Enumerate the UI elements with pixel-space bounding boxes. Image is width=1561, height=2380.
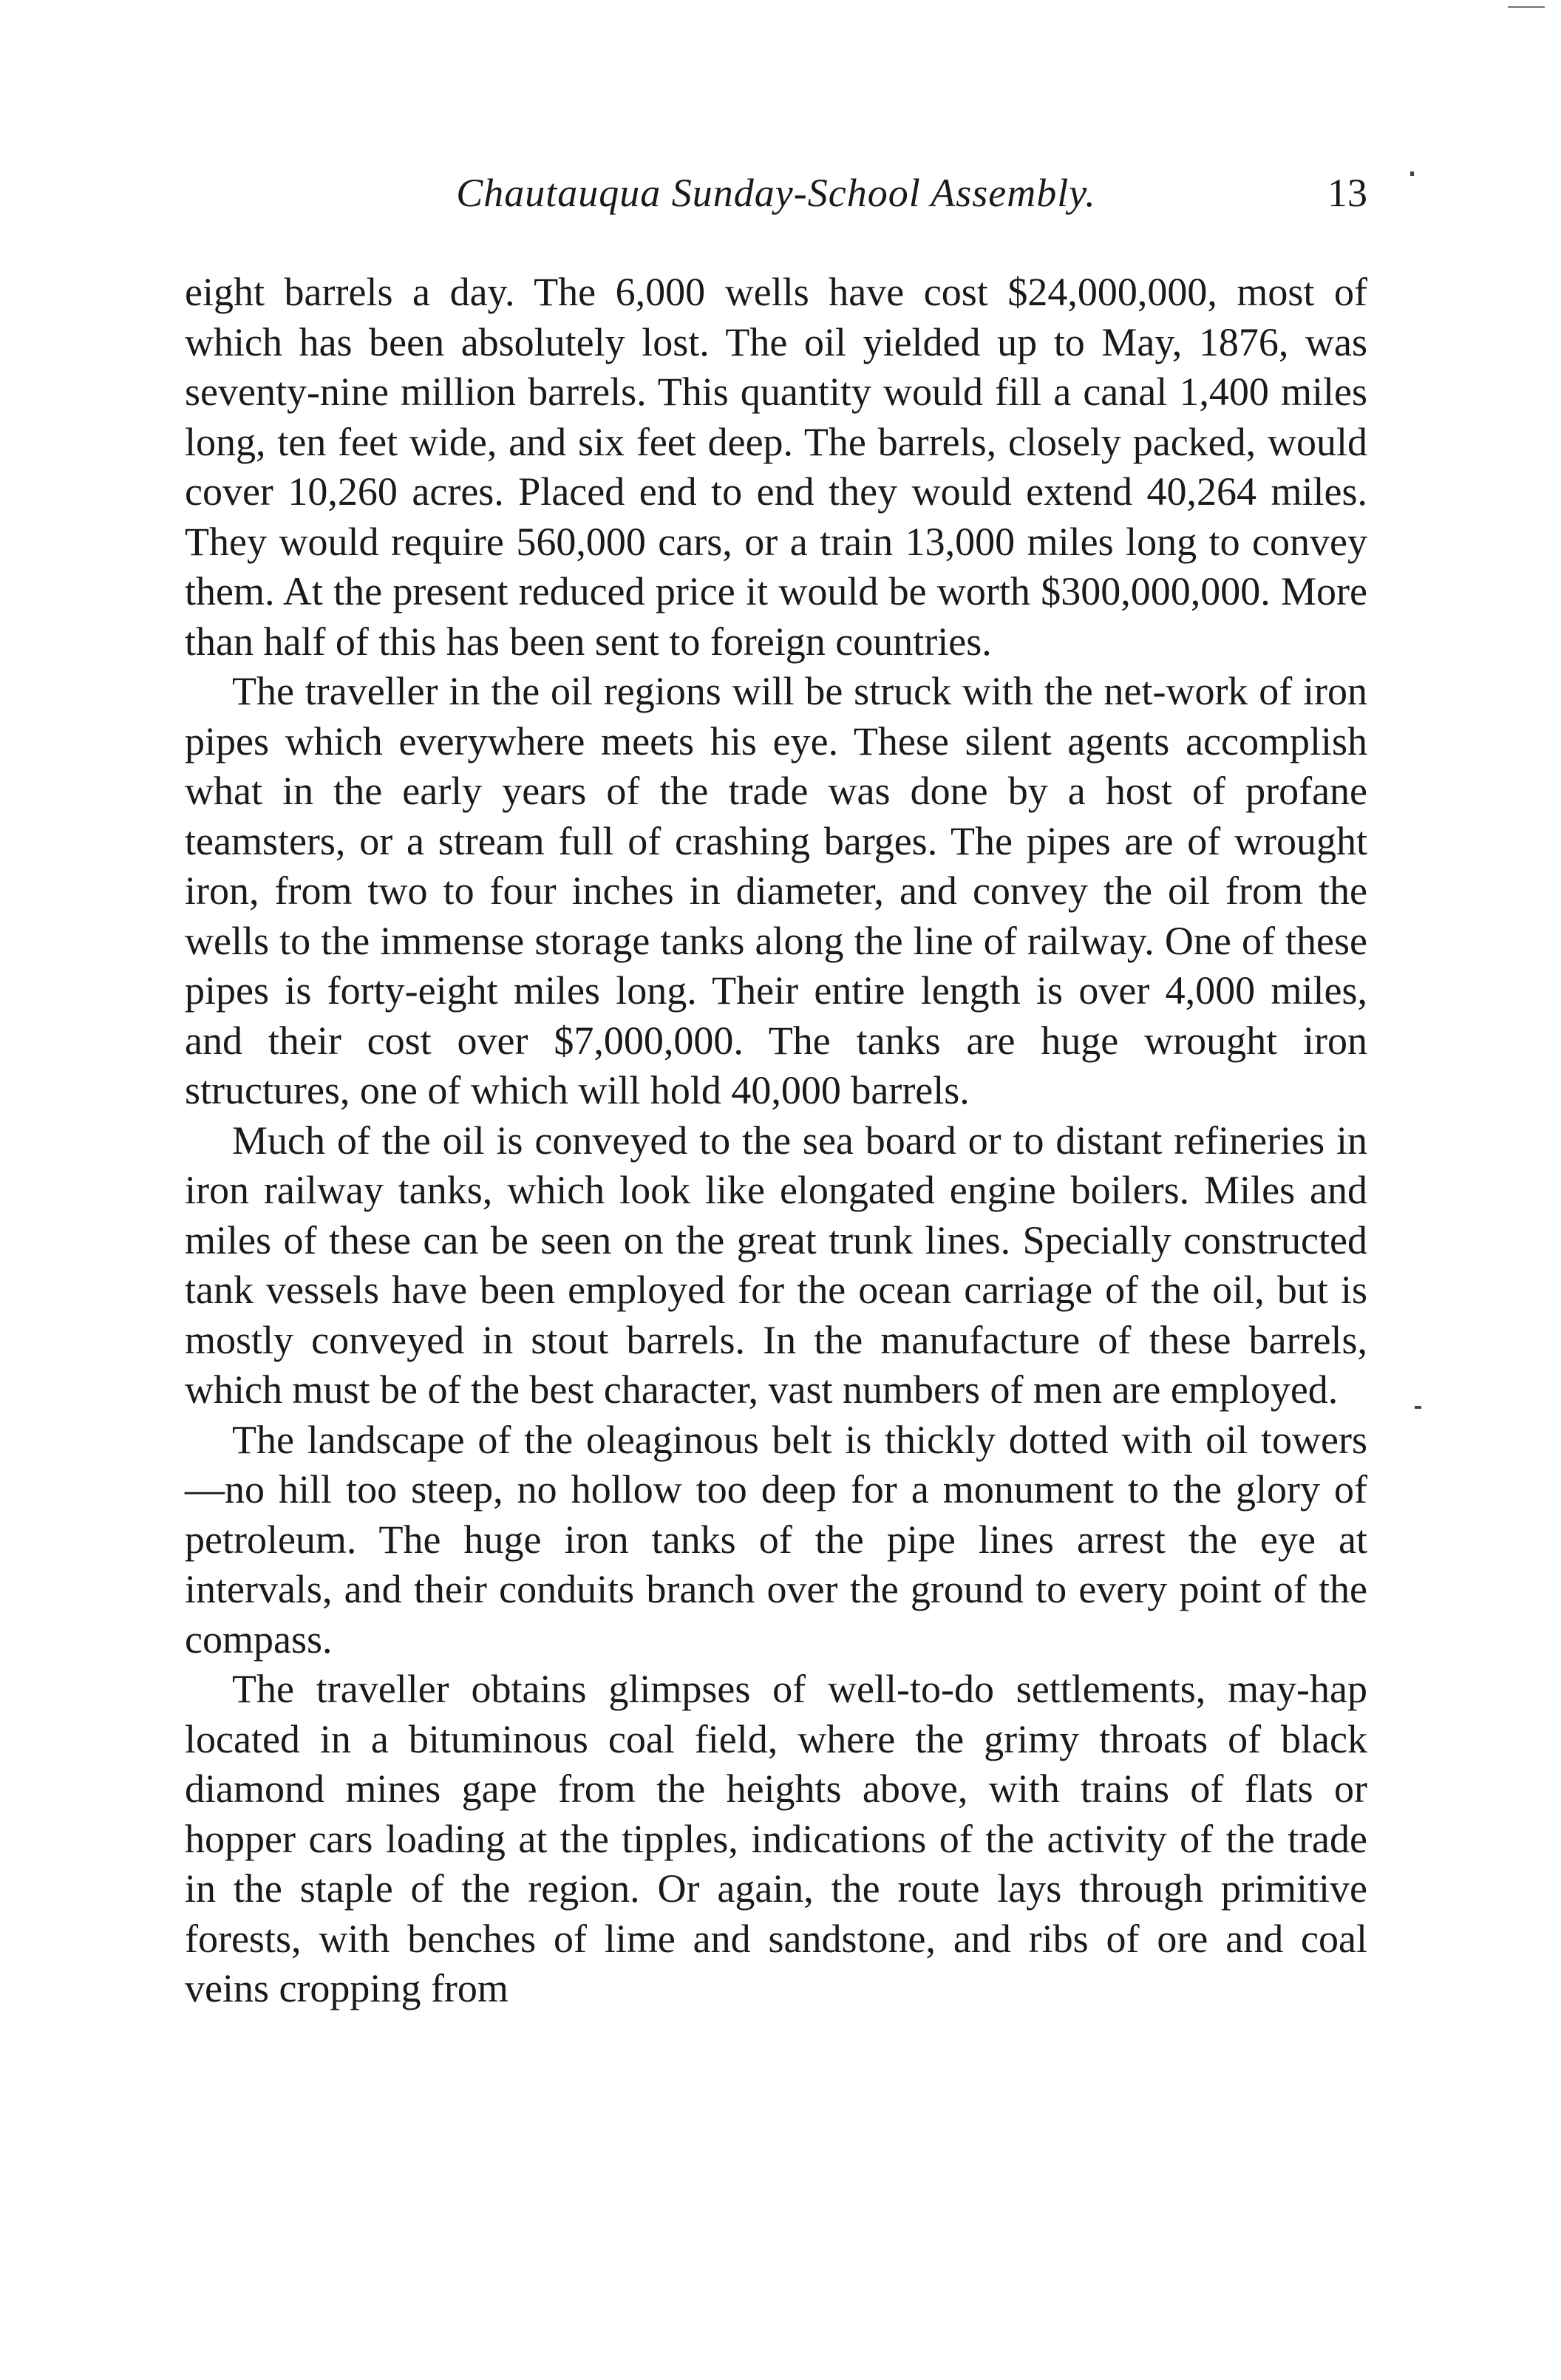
- paragraph: eight barrels a day. The 6,000 wells have cost $24,000,000, most of which has been absolutely lost. The oil yielded up to May, 1876, was seventy-nine million barrels. This quantity would fill a canal 1,400 miles long, ten feet wide, and six feet deep. The barrels, closely packed, would cover 10,260 acres. Placed end to end they would extend 40,264 miles. They would require 560,000 cars, or a train 13,000 miles long to convey them. At the present reduced price it would be worth $300,000,000. More than half of this has been sent to foreign countries.: [185, 270, 1367, 664]
- paragraph: Much of the oil is conveyed to the sea board or to distant refineries in iron railway tanks, which look like elongated engine boilers. Miles and miles of these can be seen on the great trunk lines. Specially constructed tank vessels have been employed for the ocean carriage of the oil, but is mostly conveyed in stout barrels. In the manufacture of these barrels, which must be of the best character, vast numbers of men are employed.: [185, 1118, 1367, 1412]
- paragraph: The traveller in the oil regions will be struck with the net-work of iron pipes which everywhere meets his eye. These silent agents accomplish what in the early years of the trade was done by a host of profane teamsters, or a stream full of crashing barges. The pipes are of wrought iron, from two to four inches in diameter, and convey the oil from the wells to the immense storage tanks along the line of railway. One of these pipes is forty-eight miles long. Their entire length is over 4,000 miles, and their cost over $7,000,000. The tanks are huge wrought iron structures, one of which will hold 40,000 barrels.: [185, 669, 1367, 1112]
- scan-speck: [1508, 6, 1545, 8]
- page-number: 13: [1327, 171, 1367, 215]
- book-page: [185, 170, 1367, 2014]
- running-title: Chautauqua Sunday-School Assembly.: [456, 171, 1096, 215]
- scan-speck: [1410, 171, 1414, 176]
- scan-speck: [1415, 1406, 1421, 1409]
- paragraph: The landscape of the oleaginous belt is thickly dotted with oil towers—no hill too steep, no hollow too deep for a monument to the glory of petroleum. The huge iron tanks of the pipe lines arrest the eye at intervals, and their conduits branch over the ground to every point of the compass.: [185, 1417, 1367, 1662]
- body-text: [185, 268, 1367, 2014]
- paragraph: The traveller obtains glimpses of well-to-do settlements, may-hap located in a bituminous coal field, where the grimy throats of black diamond mines gape from the heights above, with trains of flats or hopper cars loading at the tipples, indications of the activity of the trade in the staple of the region. Or again, the route lays through primitive forests, with benches of lime and sandstone, and ribs of ore and coal veins cropping from: [185, 1667, 1367, 2010]
- page-header: [185, 170, 1367, 229]
